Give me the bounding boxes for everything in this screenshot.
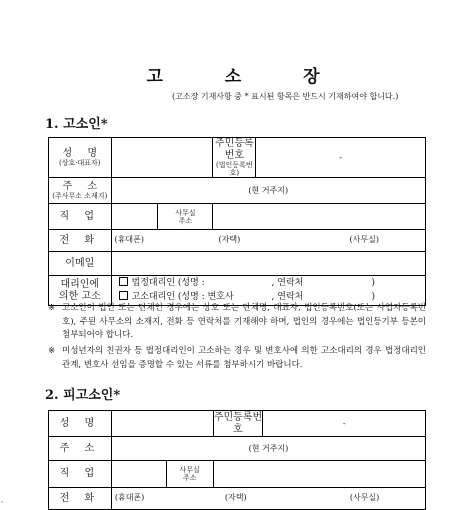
accused-address-field[interactable]: (현 거주지) xyxy=(111,437,425,461)
id-label-cell xyxy=(213,138,256,178)
note-corporate xyxy=(48,302,426,343)
agent-option-lawyer-contact: , 연락처 xyxy=(271,291,304,302)
email-label: 이메일 xyxy=(49,252,112,276)
close-paren: ) xyxy=(371,277,376,288)
office-label-2: 주소 xyxy=(178,216,193,225)
checkbox-icon[interactable] xyxy=(119,277,128,286)
address-label: 주 소 xyxy=(62,180,104,192)
job-label: 직 업 xyxy=(49,204,112,230)
phone-home-label: (자택) xyxy=(218,235,241,245)
agent-label-1: 대리인에 xyxy=(60,279,100,291)
phone-office-label: (사무실) xyxy=(349,493,380,502)
phone-mobile-label: (휴대폰) xyxy=(114,493,145,502)
accused-phone-field[interactable] xyxy=(111,488,425,510)
agent-option-legal[interactable] xyxy=(112,277,425,291)
office-label-1: 사무실 xyxy=(175,208,196,217)
complainant-email-field[interactable] xyxy=(111,252,425,276)
complainant-id-field[interactable]: - xyxy=(256,138,426,178)
agent-option-legal-label: 법정대리인 (성명 : xyxy=(131,277,205,288)
complainant-address-field[interactable]: (현 거주지) xyxy=(111,178,425,204)
document-title: 고 소 장 xyxy=(146,67,348,87)
office-label-2: 주소 xyxy=(182,474,197,482)
phone-label: 전 화 xyxy=(49,230,112,252)
note-mark: ※ xyxy=(48,346,56,356)
office-label-1: 사무실 xyxy=(179,465,200,474)
close-paren: ) xyxy=(371,291,376,302)
note-corporate-text: 고소인이 법인 또는 단체인 경우에는 상호 또는 단체명, 대표자, 법인등록번호(또는 사업자등록번호), 주된 사무소의 소재지, 전화 등 연락처를 기재해야 하며, 법인의 경우에는 법인등기부 등본이 첨부되어야 합니다. xyxy=(62,303,426,340)
phone-mobile-label: (휴대폰) xyxy=(114,235,144,245)
agent-option-legal-contact: , 연락처 xyxy=(271,277,304,288)
accused-table xyxy=(48,410,426,510)
complainant-job-field[interactable] xyxy=(111,204,158,230)
agent-label-2: 의한 고소 xyxy=(58,290,101,302)
id-label: 주민등록번호 xyxy=(215,138,254,161)
phone-label: 전 화 xyxy=(49,488,112,510)
name-label: 성 명 xyxy=(49,411,112,437)
accused-job-field[interactable] xyxy=(111,461,166,488)
document-subtitle: (고소장 기재사항 중 * 표시된 항목은 반드시 기재하여야 합니다.) xyxy=(172,92,399,101)
name-sub-label: (상호·대표자) xyxy=(59,159,101,168)
checkbox-icon[interactable] xyxy=(119,291,128,300)
note-mark: ※ xyxy=(48,303,56,313)
accused-id-field[interactable]: - xyxy=(263,411,426,437)
agent-option-lawyer-label: 고소대리인 (성명 : 변호사 xyxy=(131,291,234,302)
section-accused-heading: 2. 피고소인* xyxy=(45,388,121,403)
phone-office-label: (사무실) xyxy=(349,235,379,245)
accused-office-address-field[interactable] xyxy=(213,461,425,488)
complainant-table xyxy=(48,137,426,306)
id-label: 주민등록번호 xyxy=(213,412,263,435)
job-label: 직 업 xyxy=(49,461,112,488)
name-label-cell xyxy=(49,138,112,178)
address-sub-label: (주사무소 소재지) xyxy=(52,192,108,201)
id-sub-label: (법인등록번호) xyxy=(216,161,253,178)
note-minor-text: 미성년자의 친권자 등 법정대리인이 고소하는 경우 및 변호사에 의한 고소대리의 경우 법정대리인 관계, 변호사 선임을 증명할 수 있는 서류를 첨부하시기 바랍니다. xyxy=(62,346,426,370)
address-label-cell xyxy=(49,178,112,204)
section-complainant-heading: 1. 고소인* xyxy=(45,117,108,132)
complainant-phone-field[interactable] xyxy=(111,230,425,252)
name-label: 성 명 xyxy=(62,147,104,159)
phone-home-label: (자택) xyxy=(224,493,247,502)
note-minor xyxy=(48,345,426,372)
complainant-name-field[interactable] xyxy=(111,138,213,178)
office-address-label-cell xyxy=(166,461,213,488)
address-label: 주 소 xyxy=(49,437,112,461)
office-address-label-cell xyxy=(158,204,213,230)
accused-name-field[interactable] xyxy=(111,411,213,437)
complainant-office-address-field[interactable] xyxy=(213,204,426,230)
corner-mark: , xyxy=(1,496,4,504)
